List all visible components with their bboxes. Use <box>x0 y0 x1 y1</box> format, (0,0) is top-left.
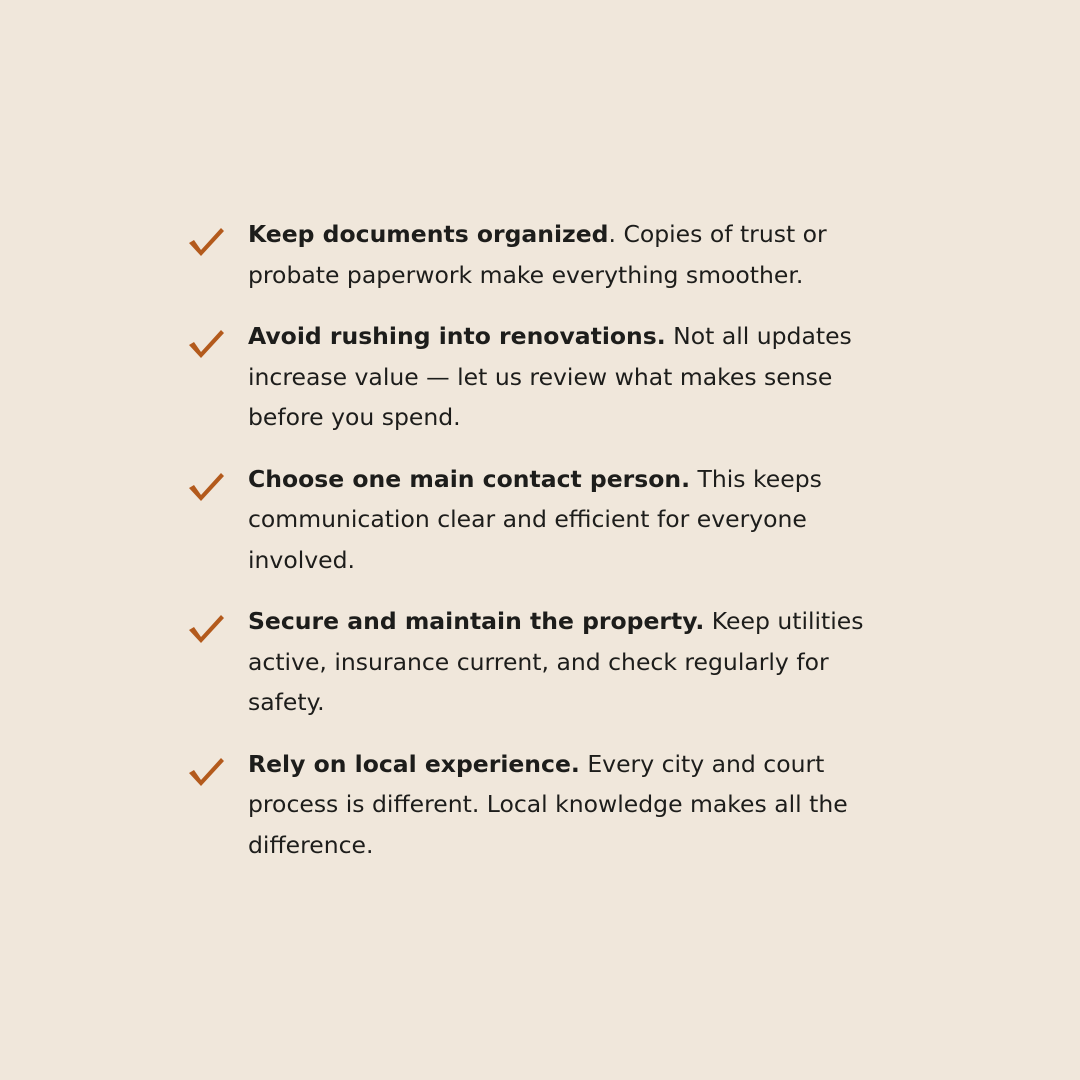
tip-lead: Rely on local experience. <box>248 749 580 778</box>
checkmark-icon <box>186 225 226 259</box>
tip-item <box>186 214 886 295</box>
checkmark-icon <box>186 470 226 504</box>
tip-body: Not all updates increase value — let us review what makes sense before you spend. <box>248 322 852 431</box>
checkmark-icon <box>186 612 226 646</box>
tip-text <box>248 214 886 295</box>
tip-text <box>248 601 886 723</box>
tip-lead: Secure and maintain the property. <box>248 607 705 635</box>
tip-text <box>248 744 886 866</box>
tip-item <box>186 459 886 581</box>
tip-body: Every city and court process is different. Local knowledge makes all the difference. <box>248 749 848 859</box>
tip-body: This keeps communication clear and efficient for everyone involved. <box>248 464 822 574</box>
tip-lead: Choose one main contact person. <box>248 464 691 493</box>
tip-item <box>186 601 886 723</box>
checkmark-icon <box>186 755 226 789</box>
tips-list <box>186 214 886 886</box>
tip-lead: Keep documents organized <box>248 220 609 248</box>
checkmark-icon <box>186 327 226 361</box>
tip-item <box>186 744 886 866</box>
tip-item <box>186 316 886 438</box>
tip-body: . Copies of trust or probate paperwork make everything smoother. <box>248 220 827 289</box>
tip-lead: Avoid rushing into renovations. <box>248 322 666 350</box>
tip-text <box>248 316 886 438</box>
tip-body: Keep utilities active, insurance current, and check regularly for safety. <box>248 607 864 716</box>
tip-text <box>248 459 886 581</box>
